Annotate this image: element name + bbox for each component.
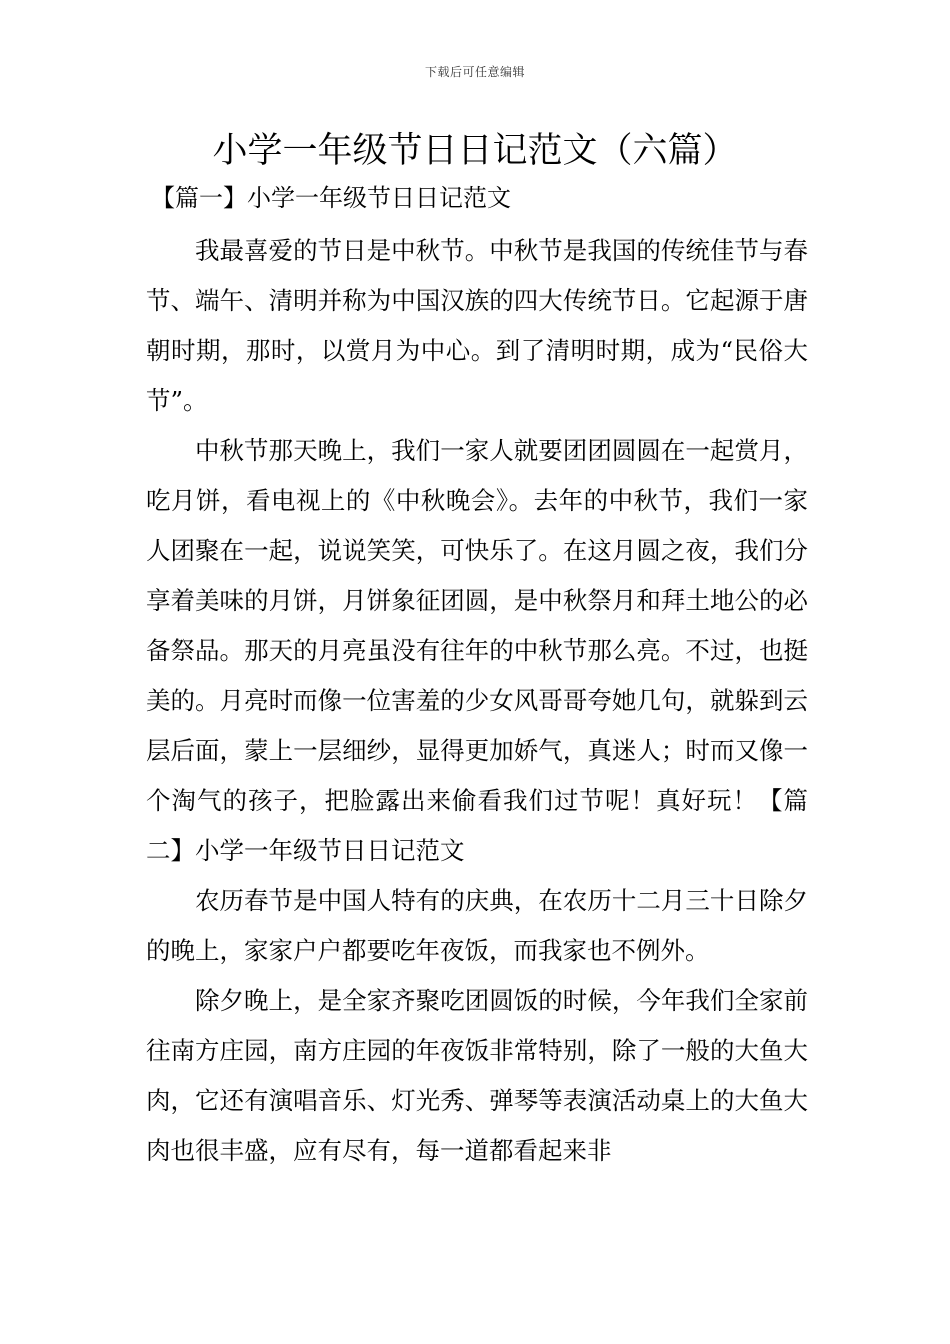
paragraph: 除夕晚上，是全家齐聚吃团圆饭的时候，今年我们全家前往南方庄园，南方庄园的年夜饭非常特别，除了一般的大鱼大肉，它还有演唱音乐、灯光秀、弹琴等表演活动桌上的大鱼大肉也很丰盛，应有尽有，每一道都看起来非 — [146, 986, 808, 1165]
paragraph: 农历春节是中国人特有的庆典，在农历十二月三十日除夕的晚上，家家户户都要吃年夜饭，而我家也不例外。 — [146, 886, 808, 965]
document-body — [146, 226, 808, 1176]
paragraph: 中秋节那天晚上，我们一家人就要团团圆圆在一起赏月，吃月饼，看电视上的《中秋晚会》。去年的中秋节，我们一家人团聚在一起，说说笑笑，可快乐了。在这月圆之夜，我们分享着美味的月饼，月饼象征团圆，是中秋祭月和拜土地公的必备祭品。那天的月亮虽没有往年的中秋节那么亮。不过，也挺美的。月亮时而像一位害羞的少女风哥哥夸她几句，就躲到云层后面，蒙上一层细纱，显得更加娇气，真迷人；时而又像一个淘气的孩子，把脸露出来偷看我们过节呢！真好玩！【篇二】小学一年级节日日记范文 — [146, 436, 808, 865]
section-heading: 【篇一】小学一年级节日日记范文 — [151, 184, 511, 212]
document-title: 小学一年级节日日记范文（六篇） — [212, 131, 738, 171]
paragraph: 我最喜爱的节日是中秋节。中秋节是我国的传统佳节与春节、端午、清明并称为中国汉族的四大传统节日。它起源于唐朝时期，那时，以赏月为中心。到了清明时期，成为“民俗大节”。 — [146, 236, 808, 415]
header-note: 下载后可任意编辑 — [424, 65, 525, 79]
